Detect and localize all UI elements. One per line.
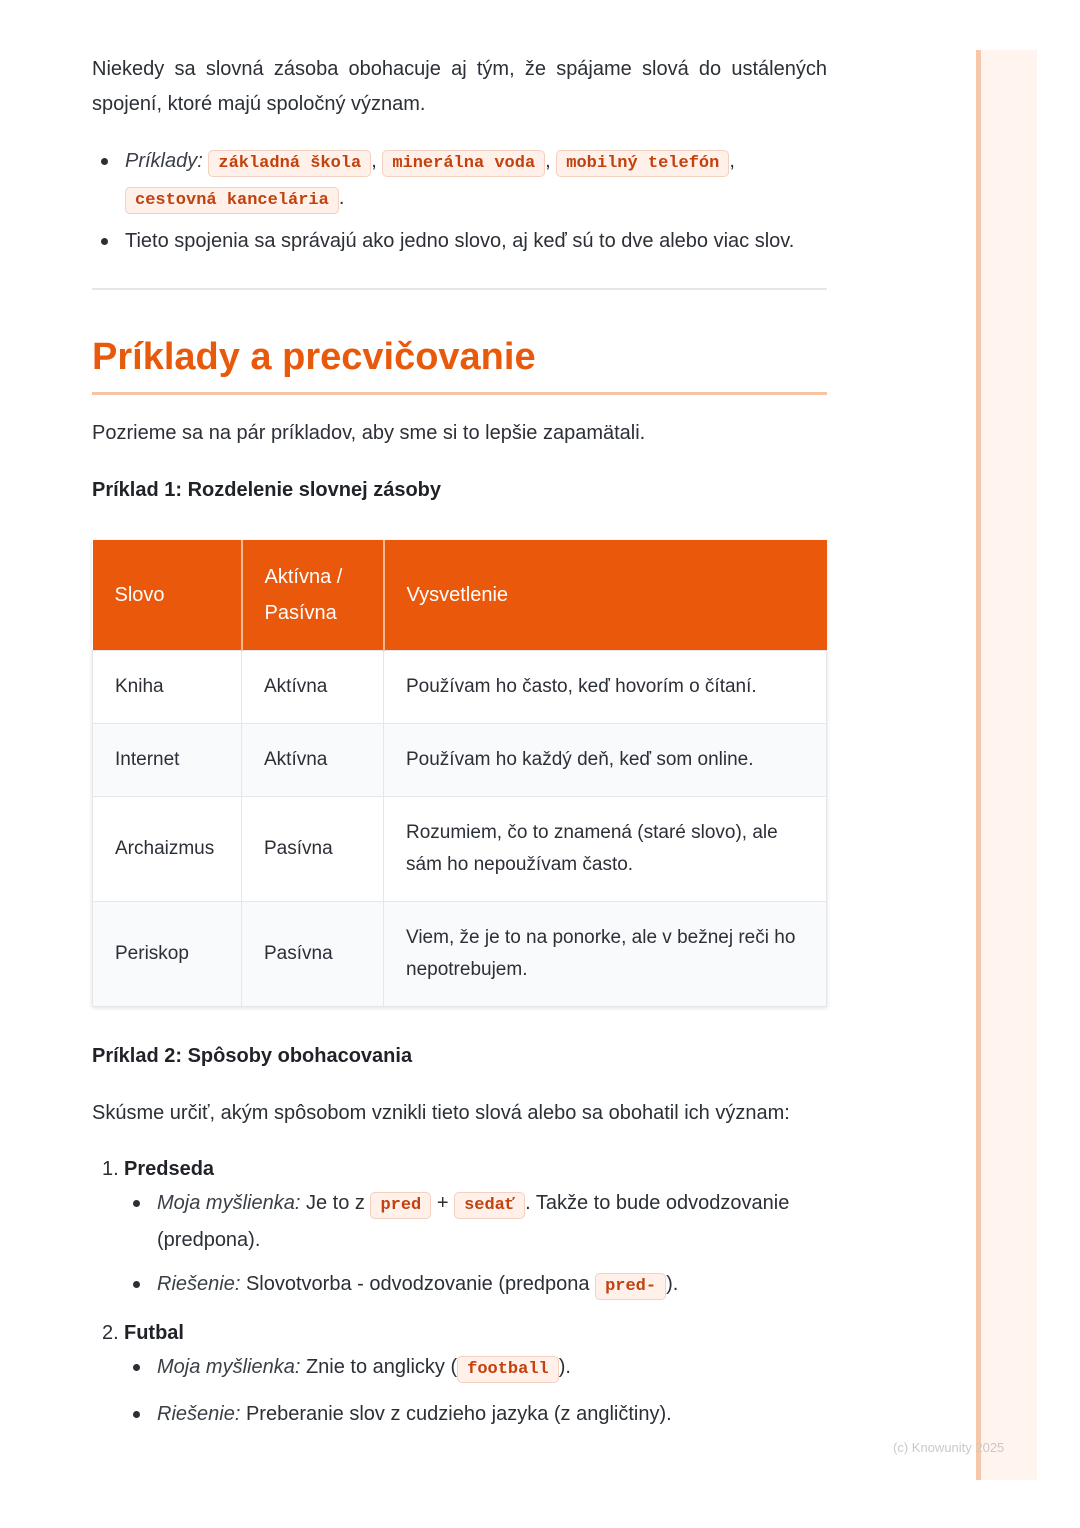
code-snippet: minerálna voda	[382, 150, 545, 177]
thought-text: Znie to anglicky (	[305, 1356, 458, 1378]
item-number: 1.	[102, 1158, 119, 1180]
table-row	[93, 651, 827, 724]
thought-text: ).	[558, 1356, 571, 1378]
table-row	[93, 724, 827, 797]
item-word: Predseda	[124, 1158, 215, 1180]
thought-label: Moja myšlienka:	[157, 1192, 301, 1214]
item-number: 2.	[102, 1322, 119, 1344]
list-item	[92, 1152, 827, 1304]
table-cell: Používam ho každý deň, keď som online.	[384, 724, 827, 797]
list-item	[124, 1350, 827, 1387]
table-cell: Aktívna	[242, 724, 384, 797]
section-title-underline	[92, 392, 827, 395]
plus-sign: +	[436, 1192, 449, 1214]
list-item	[124, 1186, 827, 1257]
example2-title: Príklad 2: Spôsoby obohacovania	[92, 1045, 413, 1067]
example1-title: Príklad 1: Rozdelenie slovnej zásoby	[92, 479, 442, 501]
list-item	[124, 1267, 827, 1304]
code-snippet: mobilný telefón	[556, 150, 729, 177]
code-snippet: cestovná kancelária	[125, 187, 339, 214]
solution-text: Preberanie slov z cudzieho jazyka (z angličtiny).	[245, 1403, 672, 1425]
section-intro: Pozrieme sa na pár príkladov, aby sme si to lepšie zapamätali.	[92, 422, 646, 444]
table-cell: Aktívna	[242, 651, 384, 724]
thought-label: Moja myšlienka:	[157, 1356, 301, 1378]
code-snippet: základná škola	[208, 150, 371, 177]
code-snippet: pred-	[595, 1273, 666, 1300]
code-snippet: pred	[370, 1192, 431, 1219]
example2-intro: Skúsme určiť, akým spôsobom vznikli tieto slová alebo sa obohatil ich význam:	[92, 1102, 790, 1124]
examples-list	[92, 144, 827, 258]
code-snippet: sedať	[454, 1192, 525, 1219]
table-cell: Pasívna	[242, 797, 384, 902]
solution-label: Riešenie:	[157, 1403, 241, 1425]
table-cell: Používam ho často, keď hovorím o čítaní.	[384, 651, 827, 724]
right-margin-panel	[976, 50, 1037, 1480]
table-row	[93, 797, 827, 902]
examples-label: Príklady:	[125, 150, 203, 172]
table-row	[93, 902, 827, 1007]
copyright-footer: (c) Knowunity 2025	[893, 1440, 1005, 1455]
vocabulary-table	[92, 540, 827, 1007]
solution-text: ).	[666, 1273, 679, 1295]
thought-text: Je to z	[305, 1192, 365, 1214]
table-cell: Rozumiem, čo to znamená (staré slovo), ale sám ho nepoužívam často.	[384, 797, 827, 902]
table-header-row	[93, 540, 827, 651]
item-word: Futbal	[124, 1322, 184, 1344]
list-item: Tieto spojenia sa správajú ako jedno slovo, aj keď sú to dve alebo viac slov.	[92, 224, 827, 258]
list-item	[92, 1316, 827, 1431]
intro-paragraph: Niekedy sa slovná zásoba obohacuje aj tým, že spájame slová do ustálených spojení, ktoré majú spoločný význam.	[92, 58, 827, 115]
divider	[92, 288, 827, 290]
table-cell: Archaizmus	[93, 797, 242, 902]
solution-text: Slovotvorba - odvodzovanie (predpona	[245, 1273, 590, 1295]
column-header: Aktívna / Pasívna	[242, 540, 384, 651]
list-item	[124, 1397, 827, 1431]
thought-text: . Takže to bude odvodzovanie (predpona).	[157, 1192, 790, 1251]
section-title: Príklady a precvičovanie	[92, 336, 536, 378]
table-cell: Kniha	[93, 651, 242, 724]
solution-label: Riešenie:	[157, 1273, 241, 1295]
column-header: Slovo	[93, 540, 242, 651]
enrichment-list	[92, 1152, 827, 1431]
table-cell: Periskop	[93, 902, 242, 1007]
sub-list	[124, 1350, 827, 1431]
table-cell: Viem, že je to na ponorke, ale v bežnej reči ho nepotrebujem.	[384, 902, 827, 1007]
list-item: Príklady: základná škola , minerálna voda , mobilný telefón , cestovná kancelária .	[92, 144, 827, 218]
table-cell: Pasívna	[242, 902, 384, 1007]
table-cell: Internet	[93, 724, 242, 797]
column-header: Vysvetlenie	[384, 540, 827, 651]
sub-list	[124, 1186, 827, 1304]
code-snippet: football	[457, 1356, 559, 1383]
